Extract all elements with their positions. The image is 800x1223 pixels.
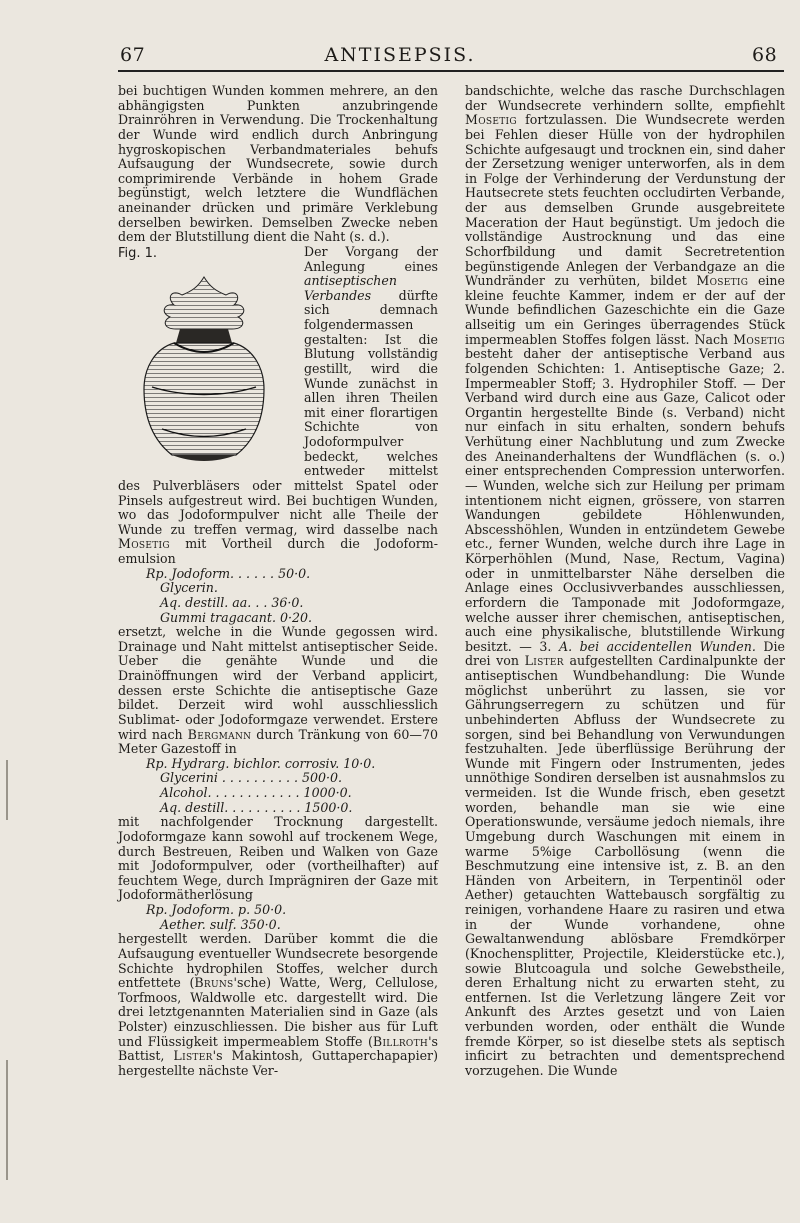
prescription bbox=[118, 903, 438, 932]
paragraph: bei buchtigen Wunden kommen mehrere, an den abhängigsten Punkten anzubringende Drainröhren in Verwendung. Die Trockenhaltung der Wunde wird endlich durch Anbringung hygroskopischen Verbandmateriales behufs Aufsaugung der Wundsecrete, sowie durch comprimirende Verbände in hohem Grade begünstigt, welch letztere die Wundflächen aneinander drücken und primäre Verklebung derselben bewirken. Demselben Zwecke neben dem der Blutstillung dient die Naht (s. d.). bbox=[118, 83, 438, 245]
figure-caption: Fig. 1. bbox=[118, 245, 158, 261]
paragraph: bandschichte, welche das rasche Durchschlagen der Wundsecrete verhindern sollte, empfiehlt Mosetig fortzulassen. Die Wundsecrete werden bei Fehlen dieser Hülle von der hydrophilen Schichte aufgesaugt und trocknen ein, sind daher der Zersetzung weniger unterworfen, als in dem in Folge der Verhinderung der Verdunstung der Hautsecrete stets feuchten occludirten Verbande, der aus demselben Grunde ausgebreitete Maceration der Haut begünstigt. Um jedoch die vollständige Austrocknung und das eine Schorfbildung und damit Secretretention begünstigende Anlegen der Verbandgaze an die Wundränder zu verhüten, bildet Mosetig eine kleine feuchte Kammer, indem er der auf der Wunde befindlichen Gazeschichte ein die Gaze allseitig um ein Geringes überragendes Stück impermeablen Stoffes folgen lässt. Nach Mosetig besteht daher der antiseptische Verband aus folgenden Schichten: 1. Antiseptische Gaze; 2. Impermeabler Stoff; 3. Hydrophiler Stoff. — Der Verband wird durch eine aus Gaze, Calicot oder Organtin hergestellte Binde (s. Verband) nicht nur einfach in situ erhalten, sondern behufs Verhütung einer Nachblutung und zum Zwecke des Aneinanderhaltens der Wundflächen (s. o.) einer entsprechenden Compression unterworfen. — Wunden, welche sich zur Heilung per primam intentionem nicht eignen, grössere, von starren Wandungen gebildete Höhlenwunden, Abscesshöhlen, Wunden in entzündetem Gewebe etc., ferner Wunden, welche durch ihre Lage in Körperhöhlen (Mund, Nase, Rectum, Vagina) oder in unmittelbarster Nähe derselben die Anlage eines Occlusivverbandes ausschliessen, erfordern die Tamponade mit Jodoformgaze, welche ausser ihrer chemischen, antiseptischen, auch eine physikalische, blutstillende Wirkung besitzt. — 3. A. bei accidentellen Wunden. Die drei von Lister aufgestellten Cardinalpunkte der antiseptischen Wundbehandlung: Die Wunde möglichst unberührt zu lassen, sie vor Gährungserregern zu schützen und für unbehinderten Abfluss der Wundsecrete zu sorgen, sind bei Behandlung von Verwundungen festzuhalten. Jede überflüssige Berührung der Wunde mit Fingern oder Instrumenten, jedes unnöthige Sondiren derselben ist ausnahmslos zu vermeiden. Ist die Wunde frisch, eben gesetzt worden, behandle man sie wie eine Operationswunde, versäume jedoch niemals, ihre Umgebung durch Waschungen mit einem in warme 5%ige Carbollösung (wenn die Beschmutzung eine intensive ist, z. B. an den Händen von Arbeitern, in Terpentinöl oder Aether) getauchten Wattebausch sorgfältig zu reinigen, vorhandene Haare zu rasiren und etwa in der Wunde vorhandene, ohne Gewaltanwendung ablösbare Fremdkörper (Knochensplitter, Projectile, Kleiderstücke etc.), sowie Blutcoagula und solche Gewebstheile, deren Erhaltung nicht zu erwarten steht, zu entfernen. Ist die Verletzung längere Zeit vor Ankunft des Arztes gesetzt und von Laien verbunden worden, oder enthält die Wunde fremde Körper, so ist dieselbe stets als septisch inficirt zu betrachten und dementsprechend vorzugehen. Die Wunde bbox=[465, 83, 785, 1078]
prescription-line: Aether. sulf. 350·0. bbox=[160, 916, 281, 932]
prescription-line: Rp. Hydrarg. bichlor. corrosiv. 10·0. bbox=[146, 755, 376, 771]
left-column bbox=[118, 84, 438, 1079]
prescription bbox=[118, 757, 438, 816]
paragraph: Der Vorgang der Anlegung eines antiseptischen Verbandes dürfte sich demnach folgendermassen gestalten: Ist die Blutung vollständig gestillt, wird die Wunde zunächst in allen ihren Theilen mit einer florartigen Schichte von Jodoformpulver bedeckt, welches entweder mittelst des Pulverbläsers oder mittelst Spatel oder Pinsels aufgestreut wird. Bei buchtigen Wunden, wo das Jodoformpulver nicht alle Theile der Wunde zu treffen vermag, wird dasselbe nach Mosetig mit Vortheil durch die Jodoform-emulsion bbox=[118, 243, 438, 566]
prescription-line: Alcohol. . . . . . . . . . . . 1000·0. bbox=[160, 785, 352, 800]
paragraph: mit nachfolgender Trocknung dargestellt. Jodoformgaze kann sowohl auf trockenem Wege, durch Bestreuen, Reiben und Walken von Gaze mit Jodoformpulver, oder (vortheilhafter) auf feuchtem Wege, durch Imprägniren der Gaze mit Jodoformätherlösung bbox=[118, 814, 438, 903]
prescription-line: Glycerini . . . . . . . . . . 500·0. bbox=[160, 770, 343, 786]
prescription-line: Aq. destill. . . . . . . . . . 1500·0. bbox=[160, 799, 353, 815]
prescription-line: Rp. Jodoform. p. 50·0. bbox=[146, 902, 287, 917]
right-column bbox=[465, 84, 785, 1079]
running-title: ANTISEPSIS. bbox=[324, 44, 476, 66]
scan-margin-mark bbox=[6, 760, 8, 820]
prescription-line: Rp. Jodoform. . . . . . 50·0. bbox=[146, 565, 311, 581]
wound-dressing-illustration bbox=[134, 269, 274, 469]
prescription bbox=[118, 567, 438, 626]
prescription-line: Glycerin. bbox=[160, 580, 218, 596]
prescription-line: Gummi tragacant. 0·20. bbox=[160, 609, 313, 625]
right-page-number: 68 bbox=[752, 44, 778, 66]
prescription-line: Aq. destill. aa. . . 36·0. bbox=[160, 594, 304, 610]
paragraph: ersetzt, welche in die Wunde gegossen wird. Drainage und Naht mittelst antiseptischer Seide. Ueber die genähte Wunde und die Drainöffnungen wird der Verband applicirt, dessen erste Schichte die antiseptische Gaze bildet. Derzeit wird wohl ausschliesslich Sublimat- oder Jodoformgaze verwendet. Erstere wird nach Bergmann durch Tränkung von 60—70 Meter Gazestoff in bbox=[118, 624, 438, 757]
header-rule bbox=[118, 70, 784, 72]
page-header bbox=[0, 0, 800, 80]
paragraph: hergestellt werden. Darüber kommt die die Aufsaugung eventueller Wundsecrete besorgende Schichte hydrophilen Stoffes, welcher durch entfettete (Bruns'sche) Watte, Werg, Cellulose, Torfmoos, Waldwolle etc. dargestellt wird. Die drei letztgenannten Materialien sind in Gaze (als Polster) einzuschliessen. Die bisher aus für Luft und Flüssigkeit impermeablem Stoffe (Billroth's Battist, Lister's Makintosh, Guttaperchapapier) hergestellte nächste Ver- bbox=[118, 931, 438, 1078]
left-page-number: 67 bbox=[120, 44, 146, 66]
scan-margin-mark bbox=[6, 1060, 8, 1180]
figure-1 bbox=[118, 247, 296, 474]
